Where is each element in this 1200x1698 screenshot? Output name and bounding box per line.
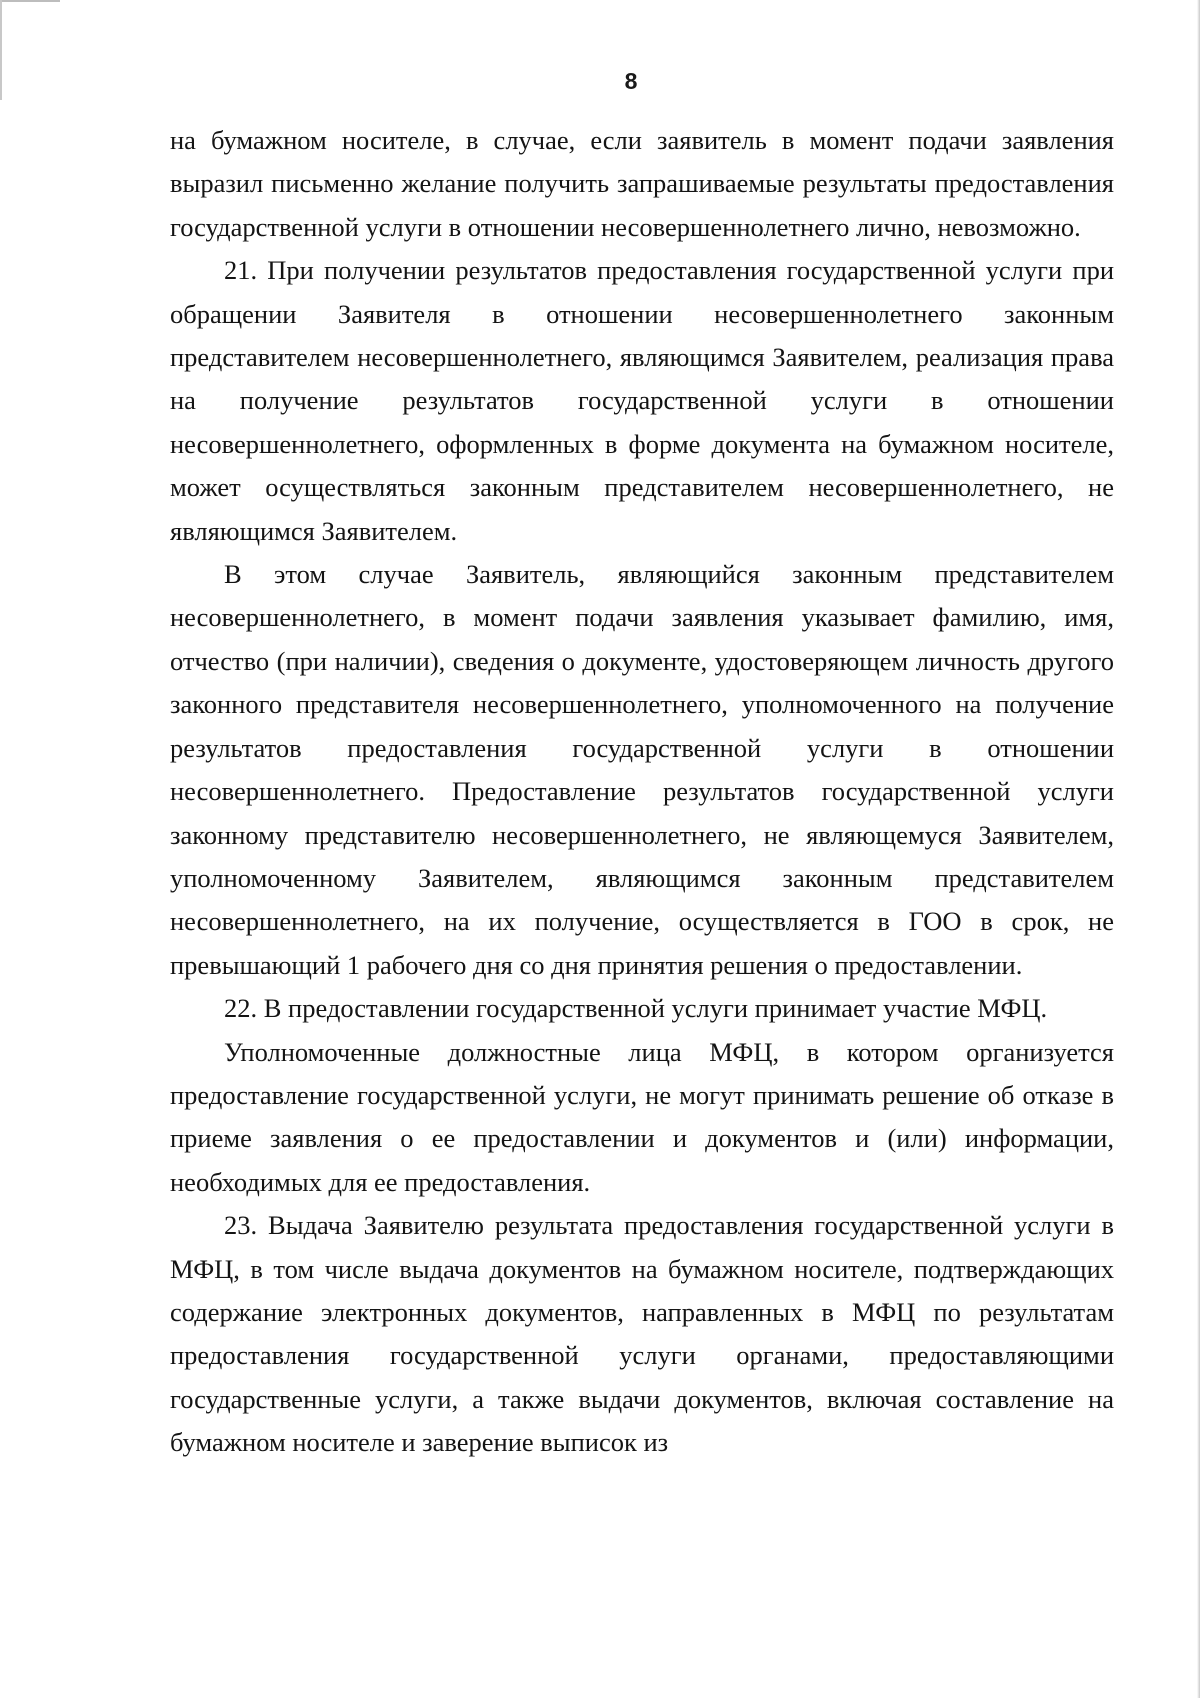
page-number: 8 (624, 68, 638, 94)
paragraph-continuation: на бумажном носителе, в случае, если заявитель в момент подачи заявления выразил письменно желание получить запрашиваемые результаты предоставления государственной услуги в отношении несовершеннолетнего лично, невозможно. (170, 125, 1114, 242)
paragraph-item-22-officials: Уполномоченные должностные лица МФЦ, в котором организуется предоставление государственной услуги, не могут принимать решение об отказе в приеме заявления о ее предоставлении и документов и (или) информации, необходимых для ее предоставления. (170, 1036, 1114, 1197)
paragraph-item-23: 23. Выдача Заявителю результата предоставления государственной услуги в МФЦ, в том числе выдача документов на бумажном носителе, подтверждающих содержание электронных документов, направленных в МФЦ по результатам предоставления государственной услуги органами, предоставляющими государственные услуги, а также выдачи документов, включая составление на бумажном носителе и заверение выписок из (170, 1210, 1114, 1458)
paragraph-item-21: 21. При получении результатов предоставления государственной услуги при обращении Заявителя в отношении несовершеннолетнего законным представителем несовершеннолетнего, являющимся Заявителем, реализация права на получение результатов государственной услуги в отношении несовершеннолетнего, оформленных в форме документа на бумажном носителе, может осуществляться законным представителем несовершеннолетнего, не являющимся Заявителем. (170, 255, 1114, 546)
scan-edge-top (0, 0, 60, 2)
paragraph-item-22: 22. В предоставлении государственной услуги принимает участие МФЦ. (224, 993, 1048, 1024)
document-body (170, 119, 1114, 1465)
paragraph-item-21-case: В этом случае Заявитель, являющийся законным представителем несовершеннолетнего, в момент подачи заявления указывает фамилию, имя, отчество (при наличии), сведения о документе, удостоверяющем личность другого законного представителя несовершеннолетнего, уполномоченного на получение результатов предоставления государственной услуги в отношении несовершеннолетнего. Предоставление результатов государственной услуги законному представителю несовершеннолетнего, не являющемуся Заявителем, уполномоченному Заявителем, являющимся законным представителем несовершеннолетнего, на их получение, осуществляется в ГОО в срок, не превышающий 1 рабочего дня со дня принятия решения о предоставлении. (170, 559, 1114, 980)
